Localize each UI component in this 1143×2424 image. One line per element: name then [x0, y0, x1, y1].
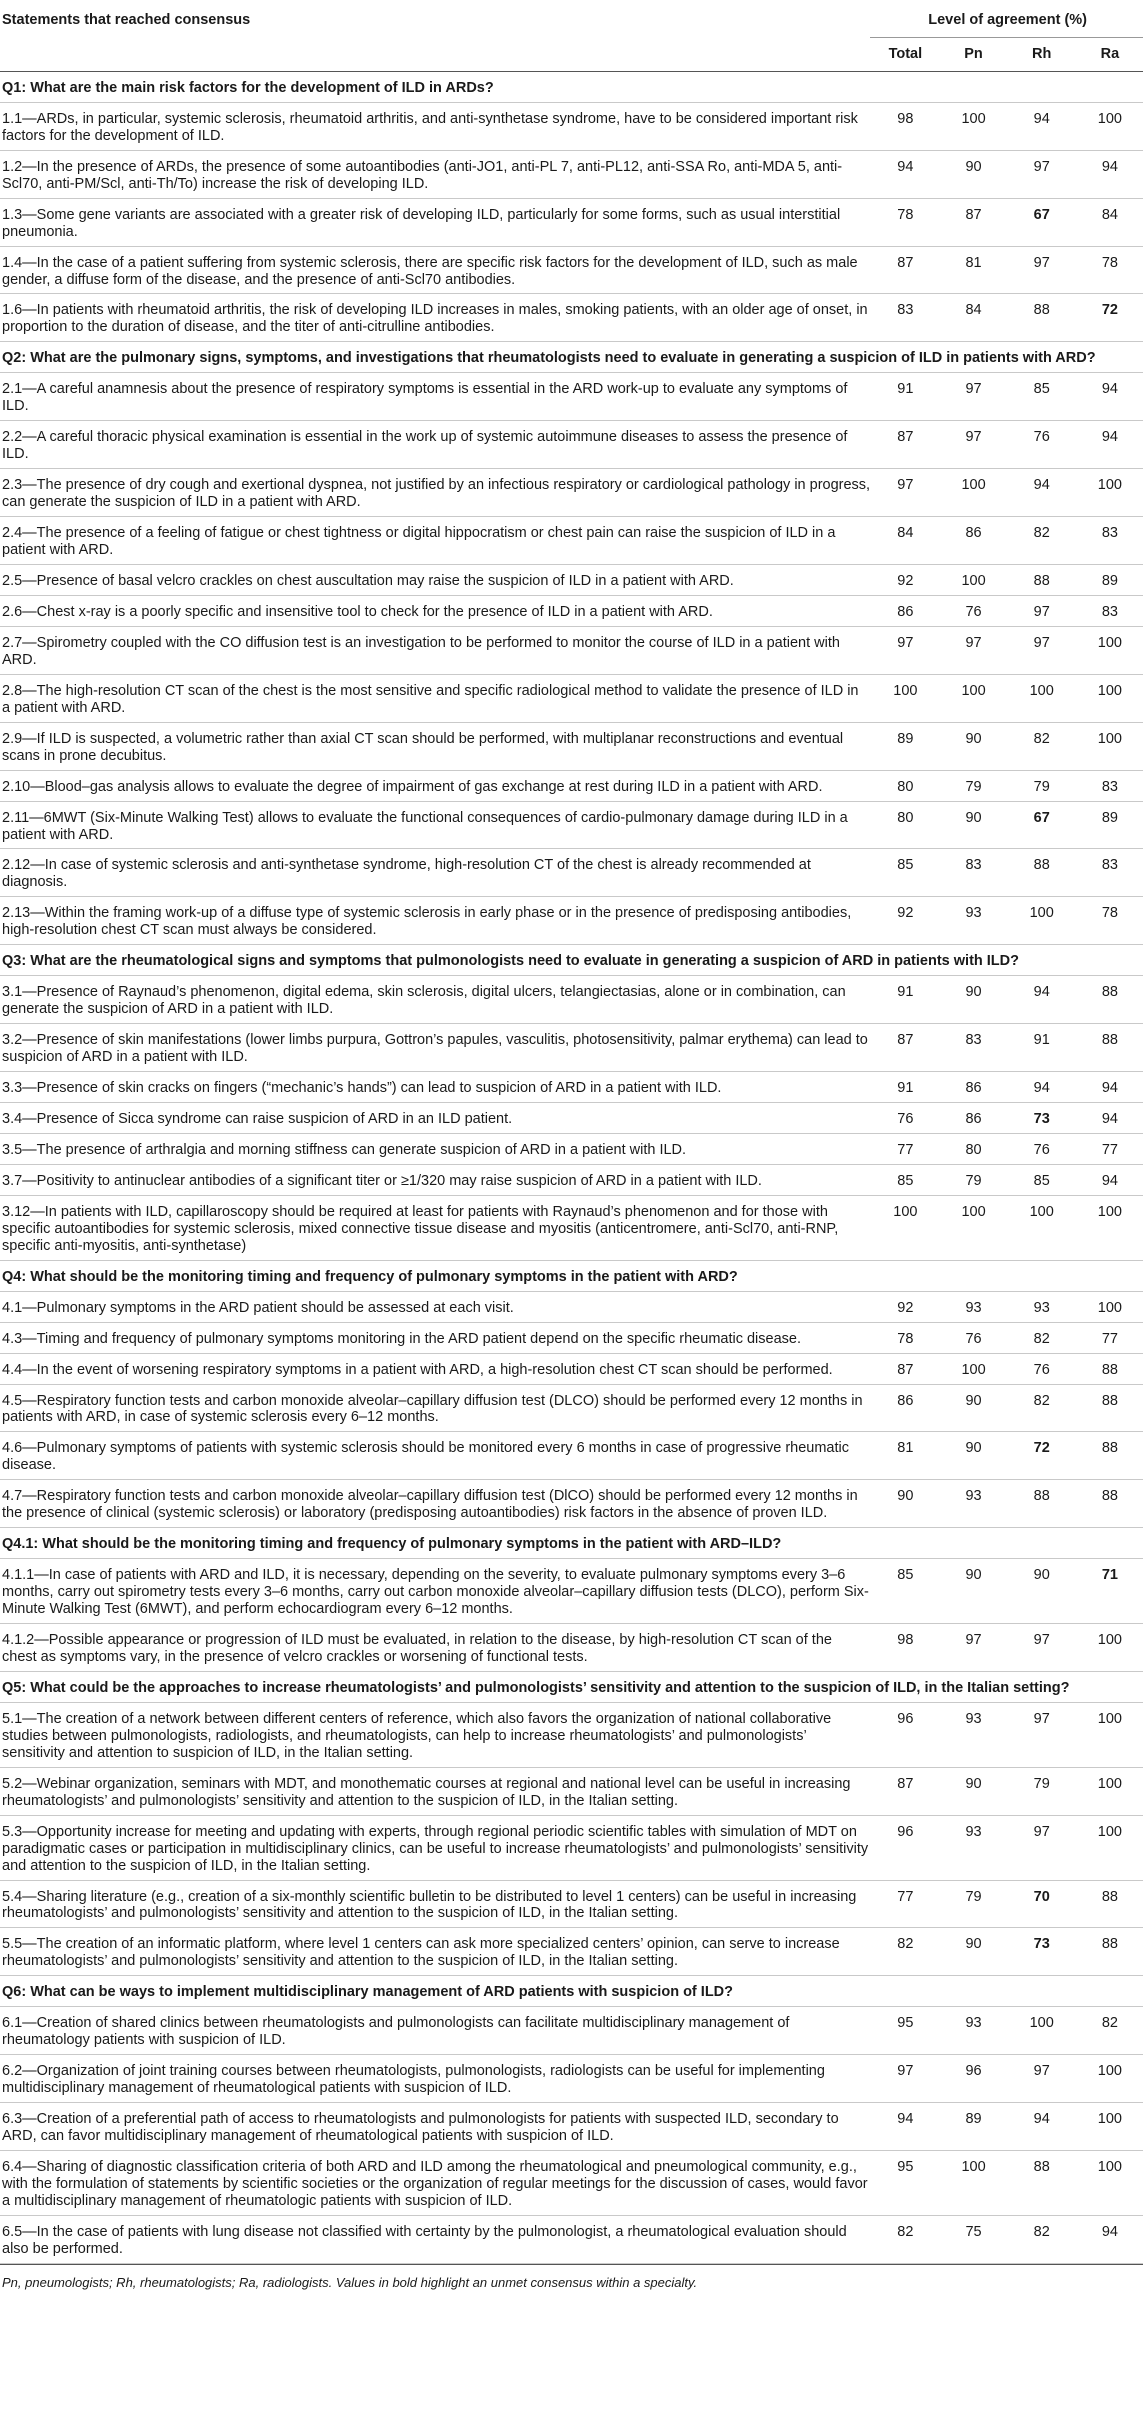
- agreement-rh: 70: [1007, 1880, 1075, 1928]
- table-footnote: Pn, pneumologists; Rh, rheumatologists; Ra, radiologists. Values in bold highlight an unmet consensus within a specialty.: [0, 2264, 1143, 2290]
- question-text: Q6: What can be ways to implement multidisciplinary management of ARD patients with suspicion of ILD?: [0, 1976, 1143, 2007]
- statement-text: 2.1—A careful anamnesis about the presence of respiratory symptoms is essential in the ARD work-up to evaluate any symptoms of ILD.: [0, 373, 870, 421]
- agreement-rh: 85: [1007, 1164, 1075, 1195]
- agreement-rh: 82: [1007, 1384, 1075, 1432]
- agreement-rh: 79: [1007, 1767, 1075, 1815]
- statement-text: 1.4—In the case of a patient suffering from systemic sclerosis, there are specific risk factors for the development of ILD, such as male gender, a diffuse form of the disease, and the presence of anti-Scl70 antibodies.: [0, 246, 870, 294]
- agreement-total: 87: [870, 1353, 938, 1384]
- agreement-pn: 81: [938, 246, 1006, 294]
- agreement-pn: 90: [938, 1432, 1006, 1480]
- table-row: [0, 469, 1143, 517]
- statement-text: 4.1.1—In case of patients with ARD and ILD, it is necessary, depending on the severity, to evaluate pulmonary symptoms every 3–6 months, carry out spirometry tests every 3–6 months, carry out carbon monoxide alveolar–capillary diffusion tests (DLCO), perform Six-Minute Walking Test (6MWT), and perform echocardiogram every 6–12 months.: [0, 1559, 870, 1624]
- column-header-ra: Ra: [1075, 37, 1143, 71]
- agreement-rh: 97: [1007, 1702, 1075, 1767]
- table-row: [0, 1480, 1143, 1528]
- agreement-ra: 83: [1075, 517, 1143, 565]
- agreement-pn: 97: [938, 626, 1006, 674]
- statement-text: 3.2—Presence of skin manifestations (lower limbs purpura, Gottron’s papules, vasculitis, photosensitivity, palmar erythema) can lead to suspicion of ARD in a patient with ILD.: [0, 1024, 870, 1072]
- agreement-total: 97: [870, 626, 938, 674]
- agreement-total: 91: [870, 373, 938, 421]
- table-row: [0, 722, 1143, 770]
- agreement-rh: 97: [1007, 1815, 1075, 1880]
- agreement-total: 76: [870, 1102, 938, 1133]
- statement-text: 2.9—If ILD is suspected, a volumetric rather than axial CT scan should be performed, with multiplanar reconstructions and eventual scans in prone decubitus.: [0, 722, 870, 770]
- statement-text: 2.13—Within the framing work-up of a diffuse type of systemic sclerosis in early phase or in the presence of predisposing antibodies, high-resolution chest CT scan must always be considered.: [0, 897, 870, 945]
- agreement-total: 95: [870, 2151, 938, 2216]
- agreement-total: 96: [870, 1702, 938, 1767]
- statement-text: 2.2—A careful thoracic physical examination is essential in the work up of systemic autoimmune diseases to assess the presence of ILD.: [0, 421, 870, 469]
- agreement-pn: 93: [938, 1815, 1006, 1880]
- agreement-rh: 94: [1007, 102, 1075, 150]
- agreement-pn: 83: [938, 1024, 1006, 1072]
- agreement-rh: 97: [1007, 2055, 1075, 2103]
- agreement-ra: 100: [1075, 2055, 1143, 2103]
- statement-text: 2.3—The presence of dry cough and exertional dyspnea, not justified by an infectious respiratory or cardiological pathology in progress, can generate the suspicion of ILD in a patient with ARD.: [0, 469, 870, 517]
- agreement-rh: 76: [1007, 1133, 1075, 1164]
- agreement-total: 87: [870, 1767, 938, 1815]
- agreement-rh: 82: [1007, 1322, 1075, 1353]
- question-text: Q3: What are the rheumatological signs and symptoms that pulmonologists need to evaluate in generating a suspicion of ARD in patients with ILD?: [0, 945, 1143, 976]
- agreement-total: 94: [870, 2103, 938, 2151]
- agreement-total: 87: [870, 1024, 938, 1072]
- agreement-total: 98: [870, 1624, 938, 1672]
- agreement-rh: 100: [1007, 674, 1075, 722]
- agreement-ra: 88: [1075, 1353, 1143, 1384]
- agreement-total: 84: [870, 517, 938, 565]
- agreement-pn: 79: [938, 1164, 1006, 1195]
- table-row: [0, 1133, 1143, 1164]
- agreement-pn: 93: [938, 2007, 1006, 2055]
- statement-text: 3.3—Presence of skin cracks on fingers (“mechanic’s hands”) can lead to suspicion of ARD in a patient with ILD.: [0, 1072, 870, 1103]
- agreement-total: 85: [870, 1559, 938, 1624]
- agreement-pn: 90: [938, 1559, 1006, 1624]
- agreement-pn: 100: [938, 564, 1006, 595]
- table-row: [0, 294, 1143, 342]
- agreement-rh: 67: [1007, 198, 1075, 246]
- statement-text: 2.8—The high-resolution CT scan of the chest is the most sensitive and specific radiological method to validate the presence of ILD in a patient with ARD.: [0, 674, 870, 722]
- statement-text: 3.7—Positivity to antinuclear antibodies of a significant titer or ≥1/320 may raise suspicion of ARD in a patient with ILD.: [0, 1164, 870, 1195]
- agreement-ra: 100: [1075, 2151, 1143, 2216]
- column-header-total: Total: [870, 37, 938, 71]
- agreement-ra: 89: [1075, 564, 1143, 595]
- statement-text: 1.3—Some gene variants are associated with a greater risk of developing ILD, particularly for some forms, such as usual interstitial pneumonia.: [0, 198, 870, 246]
- agreement-pn: 93: [938, 897, 1006, 945]
- table-row: [0, 1702, 1143, 1767]
- agreement-rh: 91: [1007, 1024, 1075, 1072]
- agreement-ra: 100: [1075, 626, 1143, 674]
- question-text: Q4.1: What should be the monitoring timing and frequency of pulmonary symptoms in the patient with ARD–ILD?: [0, 1528, 1143, 1559]
- agreement-total: 81: [870, 1432, 938, 1480]
- agreement-total: 91: [870, 976, 938, 1024]
- statement-text: 3.5—The presence of arthralgia and morning stiffness can generate suspicion of ARD in a patient with ILD.: [0, 1133, 870, 1164]
- table-row: [0, 1559, 1143, 1624]
- agreement-ra: 83: [1075, 849, 1143, 897]
- agreement-ra: 100: [1075, 1624, 1143, 1672]
- agreement-ra: 88: [1075, 1880, 1143, 1928]
- agreement-ra: 83: [1075, 770, 1143, 801]
- statement-text: 2.12—In case of systemic sclerosis and anti-synthetase syndrome, high-resolution CT of the chest is already recommended at diagnosis.: [0, 849, 870, 897]
- agreement-rh: 94: [1007, 469, 1075, 517]
- table-row: [0, 1102, 1143, 1133]
- agreement-ra: 100: [1075, 1702, 1143, 1767]
- statement-text: 6.4—Sharing of diagnostic classification criteria of both ARD and ILD among the rheumatological and pneumological community, e.g., with the formulation of statements by scientific societies or the organization of regular meetings for the discussion of cases, would favor a multidisciplinary management of rheumatologic patients with suspicion of ILD.: [0, 2151, 870, 2216]
- table-row: [0, 1322, 1143, 1353]
- agreement-rh: 79: [1007, 770, 1075, 801]
- agreement-rh: 100: [1007, 2007, 1075, 2055]
- statement-text: 2.10—Blood–gas analysis allows to evaluate the degree of impairment of gas exchange at rest during ILD in a patient with ARD.: [0, 770, 870, 801]
- agreement-total: 97: [870, 2055, 938, 2103]
- statement-text: 6.1—Creation of shared clinics between rheumatologists and pulmonologists can facilitate multidisciplinary management of rheumatology patients with suspicion of ILD.: [0, 2007, 870, 2055]
- table-row: [0, 2103, 1143, 2151]
- agreement-pn: 86: [938, 1072, 1006, 1103]
- table-row: [0, 1624, 1143, 1672]
- agreement-rh: 97: [1007, 1624, 1075, 1672]
- agreement-ra: 88: [1075, 1024, 1143, 1072]
- table-row: [0, 2007, 1143, 2055]
- agreement-ra: 88: [1075, 1384, 1143, 1432]
- table-row: [0, 1767, 1143, 1815]
- agreement-total: 92: [870, 564, 938, 595]
- agreement-total: 83: [870, 294, 938, 342]
- agreement-pn: 86: [938, 517, 1006, 565]
- agreement-total: 87: [870, 246, 938, 294]
- statement-text: 1.1—ARDs, in particular, systemic sclerosis, rheumatoid arthritis, and anti-synthetase syndrome, have to be considered important risk factors for the development of ILD.: [0, 102, 870, 150]
- agreement-rh: 97: [1007, 150, 1075, 198]
- agreement-pn: 100: [938, 469, 1006, 517]
- agreement-total: 80: [870, 801, 938, 849]
- agreement-pn: 90: [938, 722, 1006, 770]
- column-header-rh: Rh: [1007, 37, 1075, 71]
- question-text: Q5: What could be the approaches to increase rheumatologists’ and pulmonologists’ sensitivity and attention to the suspicion of ILD, in the Italian setting?: [0, 1671, 1143, 1702]
- agreement-ra: 100: [1075, 722, 1143, 770]
- agreement-ra: 84: [1075, 198, 1143, 246]
- agreement-ra: 88: [1075, 976, 1143, 1024]
- agreement-pn: 90: [938, 1384, 1006, 1432]
- agreement-ra: 100: [1075, 1195, 1143, 1260]
- statement-text: 6.5—In the case of patients with lung disease not classified with certainty by the pulmonologist, a rheumatological evaluation should also be performed.: [0, 2215, 870, 2263]
- agreement-rh: 82: [1007, 722, 1075, 770]
- agreement-total: 95: [870, 2007, 938, 2055]
- table-row: [0, 1291, 1143, 1322]
- agreement-rh: 88: [1007, 849, 1075, 897]
- agreement-pn: 100: [938, 1353, 1006, 1384]
- agreement-total: 82: [870, 1928, 938, 1976]
- statement-text: 6.3—Creation of a preferential path of access to rheumatologists and pulmonologists for patients with suspected ILD, secondary to ARD, can favor multidisciplinary management of rheumatological patients with suspicion of ILD.: [0, 2103, 870, 2151]
- agreement-total: 86: [870, 595, 938, 626]
- agreement-total: 96: [870, 1815, 938, 1880]
- statements-header: Statements that reached consensus: [2, 12, 251, 28]
- agreement-ra: 71: [1075, 1559, 1143, 1624]
- question-row: [0, 71, 1143, 102]
- agreement-ra: 100: [1075, 102, 1143, 150]
- statement-text: 5.1—The creation of a network between different centers of reference, which also favors the organization of national collaborative studies between pulmonologists, radiologists, and rheumatologists, can help to increase rheumatologists’ and pulmonologists’ sensitivity and attention to suspicion of ILD, in the Italian setting.: [0, 1702, 870, 1767]
- agreement-total: 98: [870, 102, 938, 150]
- agreement-rh: 88: [1007, 294, 1075, 342]
- question-row: [0, 1671, 1143, 1702]
- agreement-rh: 100: [1007, 897, 1075, 945]
- statement-text: 3.12—In patients with ILD, capillaroscopy should be required at least for patients with Raynaud’s phenomenon and for those with specific autoantibodies for systemic sclerosis, mixed connective tissue disease and myositis (anticentromere, anti-Scl70, anti-RNP, specific anti-myositis, anti-synthetase): [0, 1195, 870, 1260]
- statement-text: 2.11—6MWT (Six-Minute Walking Test) allows to evaluate the functional consequences of cardio-pulmonary damage during ILD in a patient with ARD.: [0, 801, 870, 849]
- agreement-rh: 76: [1007, 421, 1075, 469]
- agreement-ra: 100: [1075, 1291, 1143, 1322]
- table-row: [0, 102, 1143, 150]
- agreement-pn: 100: [938, 2151, 1006, 2216]
- agreement-pn: 90: [938, 1767, 1006, 1815]
- agreement-rh: 90: [1007, 1559, 1075, 1624]
- agreement-total: 85: [870, 1164, 938, 1195]
- agreement-total: 78: [870, 1322, 938, 1353]
- agreement-total: 77: [870, 1133, 938, 1164]
- question-row: [0, 945, 1143, 976]
- agreement-ra: 83: [1075, 595, 1143, 626]
- agreement-ra: 100: [1075, 1815, 1143, 1880]
- table-row: [0, 976, 1143, 1024]
- agreement-pn: 80: [938, 1133, 1006, 1164]
- agreement-pn: 90: [938, 150, 1006, 198]
- agreement-pn: 79: [938, 770, 1006, 801]
- agreement-total: 78: [870, 198, 938, 246]
- agreement-pn: 100: [938, 674, 1006, 722]
- agreement-total: 85: [870, 849, 938, 897]
- agreement-ra: 94: [1075, 421, 1143, 469]
- agreement-ra: 94: [1075, 1102, 1143, 1133]
- question-text: Q2: What are the pulmonary signs, symptoms, and investigations that rheumatologists need to evaluate in generating a suspicion of ILD in patients with ARD?: [0, 342, 1143, 373]
- table-row: [0, 246, 1143, 294]
- agreement-total: 86: [870, 1384, 938, 1432]
- agreement-total: 82: [870, 2215, 938, 2263]
- agreement-rh: 76: [1007, 1353, 1075, 1384]
- agreement-total: 89: [870, 722, 938, 770]
- agreement-ra: 77: [1075, 1133, 1143, 1164]
- agreement-pn: 93: [938, 1291, 1006, 1322]
- agreement-rh: 97: [1007, 626, 1075, 674]
- agreement-total: 90: [870, 1480, 938, 1528]
- statement-text: 5.5—The creation of an informatic platform, where level 1 centers can ask more specialized centers’ opinion, can serve to increase rheumatologists’ and pulmonologists’ sensitivity and attention to the suspicion of ILD, in the Italian setting.: [0, 1928, 870, 1976]
- agreement-pn: 76: [938, 595, 1006, 626]
- question-row: [0, 1976, 1143, 2007]
- table-row: [0, 1432, 1143, 1480]
- statement-text: 4.4—In the event of worsening respiratory symptoms in a patient with ARD, a high-resolution chest CT scan should be performed.: [0, 1353, 870, 1384]
- statement-text: 2.6—Chest x-ray is a poorly specific and insensitive tool to check for the presence of ILD in a patient with ARD.: [0, 595, 870, 626]
- table-row: [0, 674, 1143, 722]
- consensus-table: [0, 4, 1143, 2264]
- agreement-total: 100: [870, 674, 938, 722]
- agreement-rh: 97: [1007, 246, 1075, 294]
- agreement-pn: 86: [938, 1102, 1006, 1133]
- table-row: [0, 1195, 1143, 1260]
- agreement-total: 80: [870, 770, 938, 801]
- agreement-ra: 94: [1075, 150, 1143, 198]
- table-row: [0, 595, 1143, 626]
- statement-text: 2.7—Spirometry coupled with the CO diffusion test is an investigation to be performed to monitor the course of ILD in a patient with ARD.: [0, 626, 870, 674]
- table-row: [0, 1072, 1143, 1103]
- statement-text: 5.4—Sharing literature (e.g., creation of a six-monthly scientific bulletin to be distributed to level 1 centers) can be useful in increasing rheumatologists’ and pulmonologists’ sensitivity and attention to the suspicion of ILD, in the Italian setting.: [0, 1880, 870, 1928]
- agreement-ra: 100: [1075, 469, 1143, 517]
- table-row: [0, 1384, 1143, 1432]
- agreement-rh: 100: [1007, 1195, 1075, 1260]
- agreement-ra: 94: [1075, 1164, 1143, 1195]
- agreement-ra: 100: [1075, 674, 1143, 722]
- agreement-rh: 88: [1007, 2151, 1075, 2216]
- table-row: [0, 626, 1143, 674]
- statement-text: 3.1—Presence of Raynaud’s phenomenon, digital edema, skin sclerosis, digital ulcers, telangiectasias, alone or in combination, can generate the suspicion of ARD in a patient with ILD.: [0, 976, 870, 1024]
- agreement-ra: 100: [1075, 1767, 1143, 1815]
- column-header-pn: Pn: [938, 37, 1006, 71]
- table-row: [0, 1353, 1143, 1384]
- agreement-ra: 88: [1075, 1480, 1143, 1528]
- statement-text: 4.7—Respiratory function tests and carbon monoxide alveolar–capillary diffusion test (DlCO) should be performed every 12 months in the presence of clinical (systemic sclerosis) or laboratory (predisposing autoantibodies) risk factors in the absence of proven ILD.: [0, 1480, 870, 1528]
- agreement-pn: 90: [938, 801, 1006, 849]
- table-row: [0, 421, 1143, 469]
- agreement-pn: 75: [938, 2215, 1006, 2263]
- question-row: [0, 1528, 1143, 1559]
- table-body: [0, 71, 1143, 2263]
- agreement-rh: 72: [1007, 1432, 1075, 1480]
- agreement-pn: 96: [938, 2055, 1006, 2103]
- agreement-rh: 73: [1007, 1102, 1075, 1133]
- table-row: [0, 801, 1143, 849]
- agreement-ra: 94: [1075, 373, 1143, 421]
- table-row: [0, 2215, 1143, 2263]
- agreement-rh: 94: [1007, 976, 1075, 1024]
- agreement-pn: 100: [938, 102, 1006, 150]
- table-row: [0, 150, 1143, 198]
- statement-text: 5.2—Webinar organization, seminars with MDT, and monothematic courses at regional and national level can be useful in increasing rheumatologists’ and pulmonologists’ sensitivity and attention to the suspicion of ILD, in the Italian setting.: [0, 1767, 870, 1815]
- agreement-total: 97: [870, 469, 938, 517]
- statement-text: 4.5—Respiratory function tests and carbon monoxide alveolar–capillary diffusion test (DLCO) should be performed every 12 months in patients with ARD, in case of systemic sclerosis every 6–12 months.: [0, 1384, 870, 1432]
- table-row: [0, 1164, 1143, 1195]
- agreement-ra: 77: [1075, 1322, 1143, 1353]
- table-row: [0, 1928, 1143, 1976]
- agreement-ra: 82: [1075, 2007, 1143, 2055]
- agreement-ra: 88: [1075, 1432, 1143, 1480]
- statement-text: 4.1—Pulmonary symptoms in the ARD patient should be assessed at each visit.: [0, 1291, 870, 1322]
- agreement-pn: 97: [938, 1624, 1006, 1672]
- statement-text: 4.3—Timing and frequency of pulmonary symptoms monitoring in the ARD patient depend on the specific rheumatic disease.: [0, 1322, 870, 1353]
- agreement-rh: 73: [1007, 1928, 1075, 1976]
- agreement-ra: 88: [1075, 1928, 1143, 1976]
- table-row: [0, 1880, 1143, 1928]
- agreement-ra: 94: [1075, 2215, 1143, 2263]
- agreement-rh: 97: [1007, 595, 1075, 626]
- agreement-pn: 97: [938, 421, 1006, 469]
- agreement-ra: 100: [1075, 2103, 1143, 2151]
- table-row: [0, 564, 1143, 595]
- agreement-header: Level of agreement (%): [928, 12, 1088, 28]
- table-row: [0, 1815, 1143, 1880]
- question-row: [0, 1260, 1143, 1291]
- agreement-pn: 76: [938, 1322, 1006, 1353]
- agreement-ra: 78: [1075, 246, 1143, 294]
- agreement-rh: 67: [1007, 801, 1075, 849]
- question-text: Q1: What are the main risk factors for the development of ILD in ARDs?: [0, 71, 1143, 102]
- agreement-ra: 94: [1075, 1072, 1143, 1103]
- table-row: [0, 1024, 1143, 1072]
- agreement-pn: 89: [938, 2103, 1006, 2151]
- agreement-pn: 93: [938, 1480, 1006, 1528]
- statement-text: 6.2—Organization of joint training courses between rheumatologists, pulmonologists, radiologists can be useful for implementing multidisciplinary management of rheumatological patients with suspicion of ILD.: [0, 2055, 870, 2103]
- agreement-rh: 88: [1007, 1480, 1075, 1528]
- agreement-rh: 94: [1007, 1072, 1075, 1103]
- statement-text: 4.6—Pulmonary symptoms of patients with systemic sclerosis should be monitored every 6 months in case of progressive rheumatic disease.: [0, 1432, 870, 1480]
- statement-text: 5.3—Opportunity increase for meeting and updating with experts, through regional periodic scientific tables with simulation of MDT on paradigmatic cases or participation in multidisciplinary clinics, can be useful to increase rheumatologists’ and pulmonologists’ sensitivity and attention to the suspicion of ILD, in the Italian setting.: [0, 1815, 870, 1880]
- agreement-total: 92: [870, 897, 938, 945]
- agreement-pn: 83: [938, 849, 1006, 897]
- table-row: [0, 897, 1143, 945]
- agreement-pn: 100: [938, 1195, 1006, 1260]
- question-text: Q4: What should be the monitoring timing and frequency of pulmonary symptoms in the patient with ARD?: [0, 1260, 1143, 1291]
- agreement-rh: 82: [1007, 517, 1075, 565]
- agreement-ra: 89: [1075, 801, 1143, 849]
- agreement-total: 94: [870, 150, 938, 198]
- agreement-rh: 82: [1007, 2215, 1075, 2263]
- statement-text: 1.6—In patients with rheumatoid arthritis, the risk of developing ILD increases in males, smoking patients, with an older age of onset, in proportion to the duration of disease, and the titer of anti-citrulline antibodies.: [0, 294, 870, 342]
- agreement-pn: 97: [938, 373, 1006, 421]
- agreement-pn: 90: [938, 976, 1006, 1024]
- agreement-rh: 85: [1007, 373, 1075, 421]
- question-row: [0, 342, 1143, 373]
- table-row: [0, 2055, 1143, 2103]
- agreement-total: 91: [870, 1072, 938, 1103]
- agreement-rh: 94: [1007, 2103, 1075, 2151]
- table-row: [0, 373, 1143, 421]
- agreement-rh: 88: [1007, 564, 1075, 595]
- agreement-pn: 93: [938, 1702, 1006, 1767]
- table-row: [0, 770, 1143, 801]
- statement-text: 3.4—Presence of Sicca syndrome can raise suspicion of ARD in an ILD patient.: [0, 1102, 870, 1133]
- table-row: [0, 2151, 1143, 2216]
- table-row: [0, 198, 1143, 246]
- statement-text: 1.2—In the presence of ARDs, the presence of some autoantibodies (anti-JO1, anti-PL 7, anti-PL12, anti-SSA Ro, anti-MDA 5, anti-Scl70, anti-PM/Scl, anti-Th/To) increase the risk of developing ILD.: [0, 150, 870, 198]
- agreement-total: 92: [870, 1291, 938, 1322]
- agreement-total: 100: [870, 1195, 938, 1260]
- agreement-total: 77: [870, 1880, 938, 1928]
- statement-text: 4.1.2—Possible appearance or progression of ILD must be evaluated, in relation to the disease, by high-resolution CT scan of the chest as symptoms vary, in the presence of velcro crackles or worsening of functional tests.: [0, 1624, 870, 1672]
- agreement-pn: 90: [938, 1928, 1006, 1976]
- table-row: [0, 517, 1143, 565]
- agreement-ra: 78: [1075, 897, 1143, 945]
- agreement-total: 87: [870, 421, 938, 469]
- table-row: [0, 849, 1143, 897]
- agreement-ra: 72: [1075, 294, 1143, 342]
- agreement-pn: 79: [938, 1880, 1006, 1928]
- agreement-pn: 84: [938, 294, 1006, 342]
- statement-text: 2.4—The presence of a feeling of fatigue or chest tightness or digital hippocratism or chest pain can raise the suspicion of ILD in a patient with ARD.: [0, 517, 870, 565]
- agreement-rh: 93: [1007, 1291, 1075, 1322]
- agreement-pn: 87: [938, 198, 1006, 246]
- statement-text: 2.5—Presence of basal velcro crackles on chest auscultation may raise the suspicion of ILD in a patient with ARD.: [0, 564, 870, 595]
